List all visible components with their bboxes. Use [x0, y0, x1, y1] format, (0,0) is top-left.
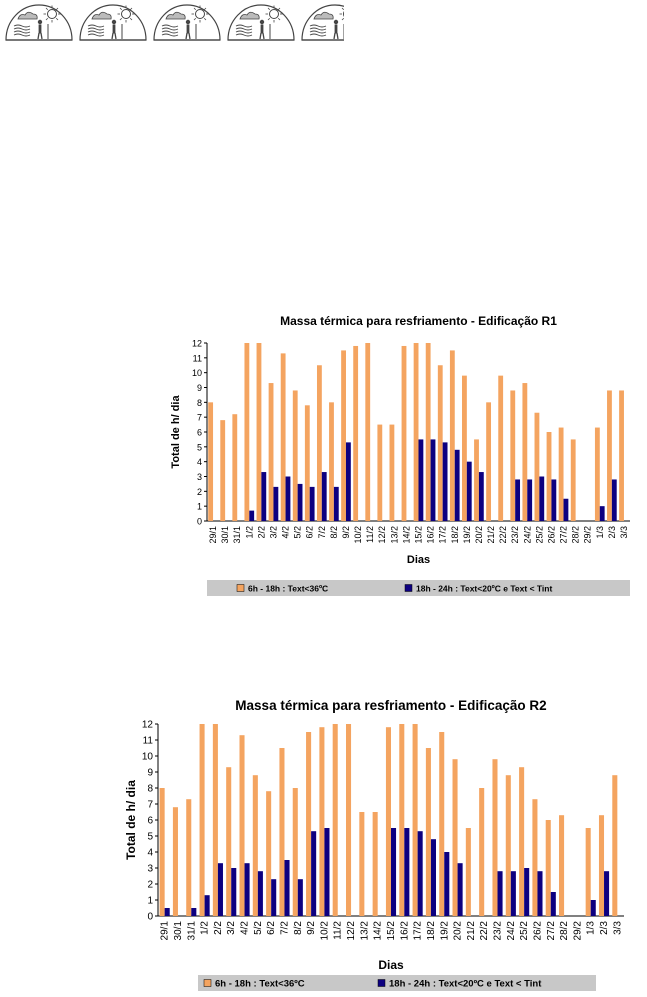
legend: [207, 580, 630, 596]
y-tick-label: 6: [147, 815, 153, 827]
bar-day: [365, 343, 370, 521]
bar-day: [571, 439, 576, 521]
bar-night: [258, 871, 263, 916]
bar-night: [310, 487, 315, 521]
x-tick-label: 11/2: [332, 921, 344, 940]
x-tick-label: 12/2: [346, 921, 358, 941]
bar-night: [479, 472, 484, 521]
bar-day: [359, 812, 364, 916]
bar-night: [431, 439, 436, 521]
bar-day: [559, 815, 564, 916]
bar-night: [418, 831, 423, 916]
bar-day: [619, 390, 624, 521]
x-tick-label: 2/2: [256, 526, 267, 539]
house-logo: [154, 5, 220, 40]
y-tick-label: 0: [196, 516, 202, 527]
bar-night: [419, 439, 424, 521]
y-tick-label: 12: [141, 719, 153, 731]
bar-night: [245, 863, 250, 916]
logo-strip: [4, 2, 344, 42]
x-tick-label: 10/2: [353, 526, 364, 544]
bar-night: [612, 479, 617, 521]
bar-day: [377, 425, 382, 521]
y-tick-label: 4: [196, 457, 202, 468]
y-tick-label: 5: [196, 442, 202, 453]
bar-night: [298, 879, 303, 916]
x-tick-label: 9/2: [306, 921, 318, 935]
bar-night: [284, 860, 289, 916]
bar-day: [510, 390, 515, 521]
bar-day: [208, 402, 213, 521]
bar-day: [281, 353, 286, 521]
x-tick-label: 13/2: [389, 526, 400, 544]
bar-day: [226, 767, 231, 916]
x-tick-label: 2/3: [599, 921, 611, 935]
x-tick-label: 8/2: [328, 526, 339, 539]
x-tick-label: 20/2: [473, 526, 484, 544]
x-tick-label: 16/2: [425, 526, 436, 544]
legend-label: 18h - 24h : Text<20ºC e Text < Tint: [389, 978, 542, 990]
bar-day: [341, 350, 346, 521]
x-tick-label: 2/2: [212, 921, 224, 935]
x-tick-label: 20/2: [452, 921, 464, 941]
x-tick-label: 17/2: [437, 526, 448, 544]
bar-day: [257, 343, 262, 521]
bar-night: [273, 487, 278, 521]
house-logo: [302, 5, 344, 40]
x-axis-label: Dias: [378, 958, 404, 972]
bar-day: [586, 828, 591, 916]
bar-day: [595, 428, 600, 521]
x-tick-label: 23/2: [492, 921, 504, 941]
bar-night: [271, 879, 276, 916]
x-tick-label: 15/2: [413, 526, 424, 544]
chart-title: Massa térmica para resfriamento - Edificação R1: [280, 314, 557, 328]
house-logo: [228, 5, 294, 40]
y-tick-label: 10: [141, 751, 153, 763]
chart-title: Massa térmica para resfriamento - Edificação R2: [235, 698, 547, 713]
bar-day: [532, 799, 537, 916]
x-tick-label: 22/2: [498, 526, 509, 544]
x-tick-label: 21/2: [486, 526, 497, 544]
bar-day: [466, 828, 471, 916]
bar-day: [200, 724, 205, 916]
y-tick-label: 9: [196, 383, 202, 393]
bar-night: [346, 442, 351, 521]
y-tick-label: 2: [147, 879, 153, 891]
bar-night: [391, 828, 396, 916]
bar-night: [404, 828, 409, 916]
x-tick-label: 14/2: [401, 526, 412, 544]
y-tick-label: 11: [142, 735, 153, 747]
bar-day: [453, 759, 458, 916]
y-tick-label: 4: [147, 847, 153, 859]
bar-day: [239, 735, 244, 916]
bar-night: [467, 462, 472, 521]
y-tick-label: 12: [191, 338, 202, 349]
bar-day: [333, 724, 338, 916]
bar-night: [298, 484, 303, 521]
house-logo: [80, 5, 146, 40]
bar-night: [443, 442, 448, 521]
bar-night: [458, 863, 463, 916]
x-tick-label: 3/3: [618, 526, 629, 539]
bar-night: [551, 479, 556, 521]
x-tick-label: 9/2: [340, 526, 351, 539]
bar-night: [334, 487, 339, 521]
x-tick-label: 1/2: [244, 526, 255, 539]
bar-day: [474, 439, 479, 521]
bar-day: [535, 413, 540, 521]
bar-day: [439, 732, 444, 916]
x-axis-label: Dias: [406, 554, 431, 566]
y-tick-label: 11: [192, 353, 202, 364]
x-tick-label: 23/2: [510, 526, 521, 544]
x-tick-label: 18/2: [449, 526, 460, 544]
bar-night: [249, 511, 254, 521]
bar-day: [266, 791, 271, 916]
bar-night: [511, 871, 516, 916]
bar-night: [551, 892, 556, 916]
x-tick-label: 29/1: [208, 526, 219, 544]
bar-day: [462, 376, 467, 521]
bar-night: [205, 895, 210, 916]
bar-night: [537, 871, 542, 916]
legend-swatch: [378, 980, 385, 987]
bar-night: [524, 868, 529, 916]
bar-night: [218, 863, 223, 916]
x-tick-label: 31/1: [232, 526, 243, 544]
x-tick-label: 12/2: [377, 526, 388, 544]
x-tick-label: 17/2: [412, 921, 424, 941]
y-tick-label: 1: [147, 895, 153, 907]
bar-night: [165, 908, 170, 916]
bar-night: [600, 506, 605, 521]
x-tick-label: 30/1: [172, 921, 184, 941]
bar-day: [389, 425, 394, 521]
x-tick-label: 15/2: [386, 921, 397, 941]
bar-day: [479, 788, 484, 916]
bar-day: [599, 815, 604, 916]
y-tick-label: 7: [196, 412, 202, 423]
y-tick-label: 9: [147, 767, 153, 779]
bar-day: [612, 775, 617, 916]
bar-day: [559, 428, 564, 521]
y-tick-label: 3: [196, 472, 202, 482]
x-tick-label: 6/2: [304, 526, 315, 539]
bar-day: [547, 432, 552, 521]
x-tick-label: 29/2: [572, 921, 584, 941]
x-tick-label: 8/2: [292, 921, 304, 935]
legend-swatch: [237, 585, 244, 592]
x-tick-label: 4/2: [239, 921, 251, 935]
x-tick-label: 3/3: [612, 921, 624, 935]
bar-day: [346, 724, 351, 916]
legend-swatch: [204, 980, 211, 987]
house-logo: [6, 5, 72, 40]
x-tick-label: 30/1: [220, 526, 231, 544]
bar-day: [160, 788, 165, 916]
bar-day: [450, 350, 455, 521]
bar-day: [498, 376, 503, 521]
bar-night: [604, 871, 609, 916]
x-tick-label: 3/2: [226, 921, 238, 935]
bar-night: [191, 908, 196, 916]
bar-day: [519, 767, 524, 916]
x-tick-label: 19/2: [461, 526, 472, 544]
bar-day: [220, 420, 225, 521]
bar-night: [498, 871, 503, 916]
y-tick-label: 5: [147, 831, 153, 843]
bar-day: [486, 402, 491, 521]
x-tick-label: 25/2: [519, 921, 531, 941]
x-tick-label: 10/2: [319, 921, 331, 941]
x-tick-label: 1/3: [594, 526, 605, 539]
y-tick-label: 7: [147, 799, 153, 811]
x-tick-label: 16/2: [399, 921, 411, 941]
x-tick-label: 7/2: [279, 921, 291, 935]
y-axis-label: Total de h/ dia: [170, 395, 182, 469]
x-tick-label: 25/2: [534, 526, 545, 544]
bar-night: [231, 868, 236, 916]
x-tick-label: 24/2: [522, 526, 533, 544]
bar-day: [399, 724, 404, 916]
y-tick-label: 0: [147, 911, 153, 923]
bar-day: [402, 346, 407, 521]
x-tick-label: 13/2: [359, 921, 371, 941]
bar-day: [173, 807, 178, 916]
bar-day: [546, 820, 551, 916]
bar-night: [515, 479, 520, 521]
bar-day: [506, 775, 511, 916]
bar-day: [386, 727, 391, 916]
x-tick-label: 28/2: [559, 921, 571, 941]
x-tick-label: 26/2: [546, 526, 557, 544]
bar-day: [319, 727, 324, 916]
bar-day: [607, 390, 612, 521]
x-tick-label: 21/2: [465, 921, 477, 941]
bar-day: [329, 402, 334, 521]
x-tick-label: 31/1: [186, 921, 198, 941]
bar-night: [324, 828, 329, 916]
x-tick-label: 24/2: [505, 921, 517, 941]
bar-day: [293, 390, 298, 521]
bar-day: [413, 724, 418, 916]
legend-swatch: [405, 585, 412, 592]
x-tick-label: 14/2: [372, 921, 384, 941]
bar-day: [293, 788, 298, 916]
legend-label: 18h - 24h : Text<20ºC e Text < Tint: [416, 583, 553, 594]
y-tick-label: 8: [147, 783, 153, 795]
bar-night: [591, 900, 596, 916]
bar-night: [261, 472, 266, 521]
bar-day: [306, 732, 311, 916]
x-tick-label: 7/2: [316, 526, 327, 539]
x-tick-label: 6/2: [266, 921, 278, 935]
y-tick-label: 1: [196, 501, 202, 512]
bar-day: [244, 343, 249, 521]
bar-day: [305, 405, 310, 521]
chart-r2: [118, 688, 630, 993]
bar-day: [426, 343, 431, 521]
bar-day: [426, 748, 431, 916]
y-tick-label: 8: [196, 397, 202, 408]
y-tick-label: 10: [191, 368, 202, 379]
x-tick-label: 29/2: [582, 526, 593, 544]
x-tick-label: 27/2: [558, 526, 569, 544]
bar-day: [232, 414, 237, 521]
x-tick-label: 2/3: [606, 526, 617, 539]
x-tick-label: 26/2: [532, 921, 544, 941]
bar-night: [527, 479, 532, 521]
bar-night: [455, 450, 460, 521]
x-tick-label: 28/2: [570, 526, 581, 544]
bar-day: [279, 748, 284, 916]
y-tick-label: 2: [196, 486, 202, 497]
x-tick-label: 4/2: [280, 526, 291, 539]
x-tick-label: 1/2: [199, 921, 211, 935]
y-axis-label: Total de h/ dia: [124, 780, 138, 860]
x-tick-label: 5/2: [292, 526, 303, 539]
bar-day: [522, 383, 527, 521]
bar-day: [373, 812, 378, 916]
bar-day: [492, 759, 497, 916]
y-tick-label: 6: [196, 427, 202, 438]
bar-night: [311, 831, 316, 916]
x-tick-label: 11/2: [365, 526, 376, 543]
legend-label: 6h - 18h : Text<36ºC: [248, 583, 329, 594]
bar-night: [286, 477, 291, 522]
chart-r1: [165, 305, 635, 605]
bar-day: [414, 343, 419, 521]
legend: [198, 975, 596, 991]
x-tick-label: 29/1: [159, 921, 171, 941]
bar-day: [438, 365, 443, 521]
bar-night: [564, 499, 569, 521]
bar-night: [322, 472, 327, 521]
bar-day: [213, 724, 218, 916]
bar-day: [269, 383, 274, 521]
x-tick-label: 3/2: [268, 526, 279, 539]
x-tick-label: 5/2: [252, 921, 264, 935]
x-tick-label: 1/3: [585, 921, 597, 935]
x-tick-label: 18/2: [425, 921, 437, 941]
bar-night: [444, 852, 449, 916]
x-tick-label: 22/2: [479, 921, 491, 941]
legend-label: 6h - 18h : Text<36ºC: [215, 978, 305, 990]
bar-day: [186, 799, 191, 916]
bar-night: [539, 477, 544, 522]
bar-day: [353, 346, 358, 521]
y-tick-label: 3: [147, 863, 153, 875]
bar-day: [317, 365, 322, 521]
x-tick-label: 27/2: [545, 921, 557, 941]
x-tick-label: 19/2: [439, 921, 451, 941]
bar-night: [431, 839, 436, 916]
bar-day: [253, 775, 258, 916]
